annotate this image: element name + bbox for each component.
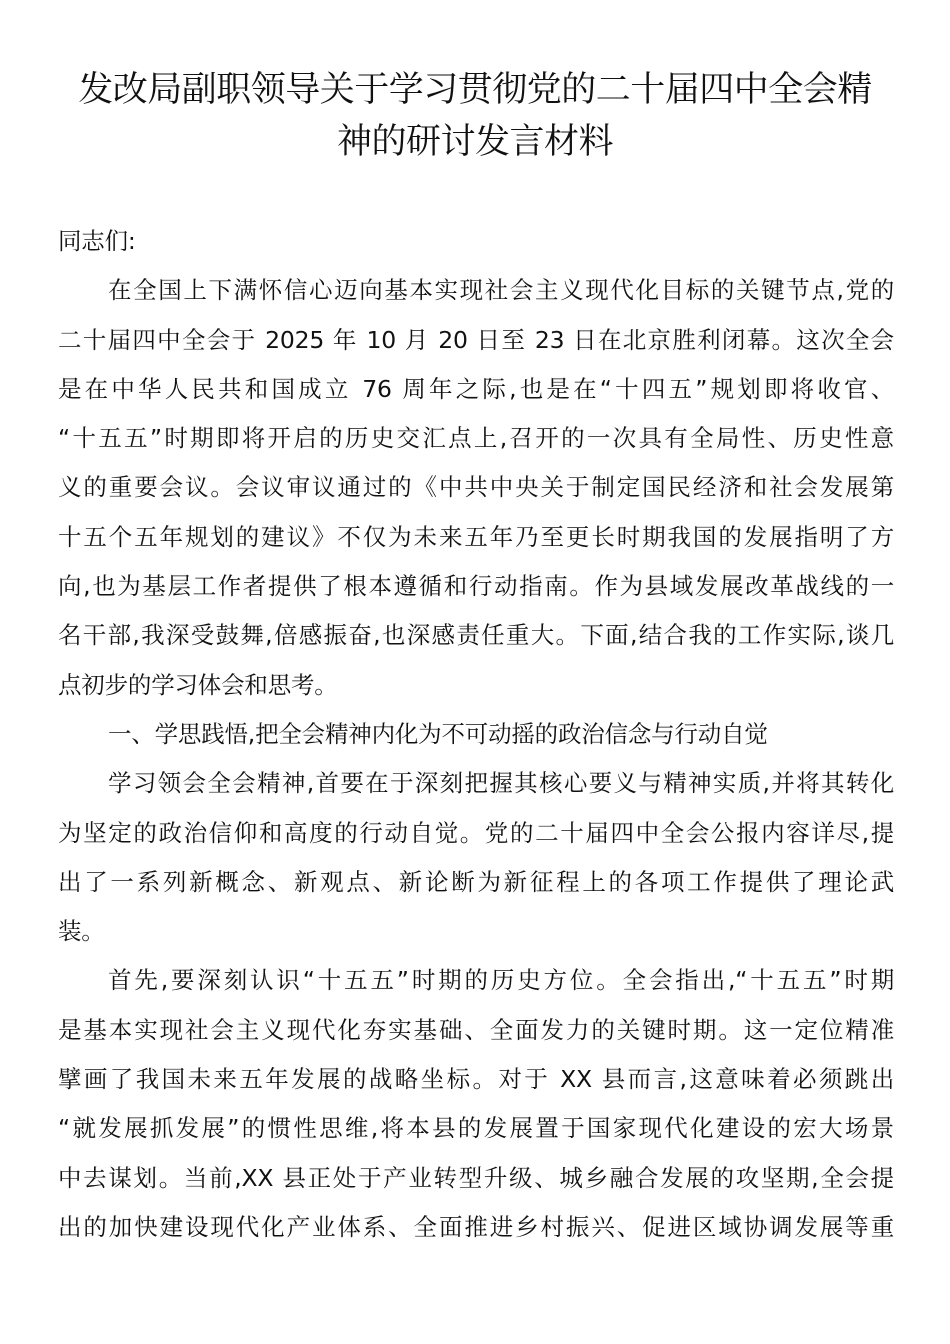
paragraph-line: 学习领会全会精神,首要在于深刻把握其核心要义与精神实质,并将其转化	[108, 769, 894, 798]
paragraph-line: 十五个五年规划的建议》不仅为未来五年乃至更长时期我国的发展指明了方	[58, 522, 894, 551]
paragraph-line: 点初步的学习体会和思考。	[58, 670, 338, 699]
paragraph-line: 为坚定的政治信仰和高度的行动自觉。党的二十届四中全会公报内容详尽,提	[58, 818, 894, 847]
paragraph-line: 首先,要深刻认识“十五五”时期的历史方位。全会指出,“十五五”时期	[108, 966, 894, 995]
title-line-2: 神的研讨发言材料	[336, 122, 613, 162]
title-line-1: 发改局副职领导关于学习贯彻党的二十届四中全会精	[78, 70, 872, 110]
paragraph-line: 是基本实现社会主义现代化夯实基础、全面发力的关键时期。这一定位精准	[58, 1015, 894, 1044]
paragraph-line: 出了一系列新概念、新观点、新论断为新征程上的各项工作提供了理论武	[58, 867, 894, 896]
paragraph-first-point	[58, 960, 894, 1256]
document-title	[40, 64, 910, 168]
paragraph-line: “十五五”时期即将开启的历史交汇点上,召开的一次具有全局性、历史性意	[58, 424, 894, 453]
paragraph-line: 擘画了我国未来五年发展的战略坐标。对于 XX 县而言,这意味着必须跳出	[58, 1065, 894, 1094]
paragraph-intro	[58, 270, 894, 714]
paragraph-line: 名干部,我深受鼓舞,倍感振奋,也深感责任重大。下面,结合我的工作实际,谈几	[58, 621, 894, 650]
paragraph-study	[58, 763, 894, 960]
paragraph-line: 中去谋划。当前,XX 县正处于产业转型升级、城乡融合发展的攻坚期,全会提	[58, 1163, 894, 1192]
paragraph-line: 义的重要会议。会议审议通过的《中共中央关于制定国民经济和社会发展第	[58, 473, 894, 502]
paragraph-line: 向,也为基层工作者提供了根本遵循和行动指南。作为县域发展改革战线的一	[58, 572, 894, 601]
paragraph-line: 出的加快建设现代化产业体系、全面推进乡村振兴、促进区域协调发展等重	[58, 1212, 894, 1241]
paragraph-line: 二十届四中全会于 2025 年 10 月 20 日至 23 日在北京胜利闭幕。这次全会	[58, 325, 894, 354]
section-heading-1: 一、学思践悟,把全会精神内化为不可动摇的政治信念与行动自觉	[108, 719, 768, 748]
document-body	[58, 221, 894, 1256]
paragraph-line: 装。	[58, 917, 105, 946]
paragraph-line: 在全国上下满怀信心迈向基本实现社会主义现代化目标的关键节点,党的	[108, 276, 894, 305]
paragraph-line: 是在中华人民共和国成立 76 周年之际,也是在“十四五”规划即将收官、	[58, 374, 894, 403]
paragraph-line: “就发展抓发展”的惯性思维,将本县的发展置于国家现代化建设的宏大场景	[58, 1114, 894, 1143]
salutation: 同志们:	[58, 227, 136, 255]
